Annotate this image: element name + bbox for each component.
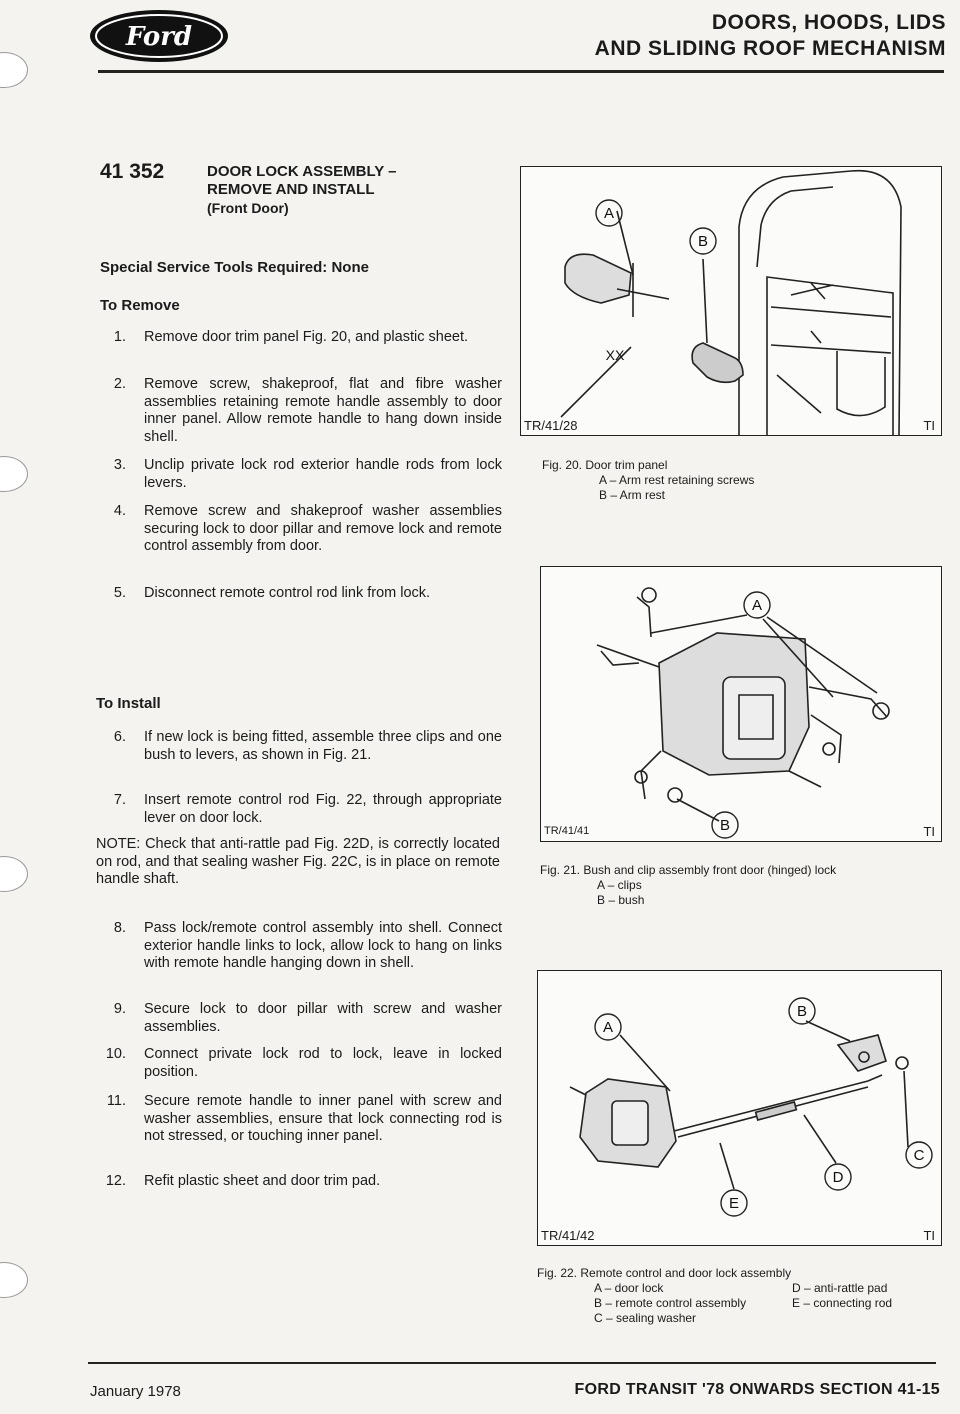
binder-hole: [0, 1262, 28, 1298]
step-text: If new lock is being fitted, assemble three clips and one bush to levers, as shown in Fig. 21.: [144, 729, 502, 763]
install-step: [100, 1093, 502, 1146]
figure-mark: TI: [923, 824, 935, 839]
step-text: Remove screw and shakeproof washer assemblies securing lock to door pillar and remove lock and remote control assembly from door.: [144, 503, 502, 554]
caption-title: Fig. 20. Door trim panel: [542, 458, 668, 472]
figure-22-caption: [537, 1266, 927, 1326]
note-paragraph: NOTE: Check that anti-rattle pad Fig. 22D, is correctly located on rod, and that sealing washer Fig. 22C, is in place on remote handle shaft.: [96, 836, 500, 887]
install-step: [100, 729, 502, 764]
remove-step: [100, 457, 502, 492]
step-number: 5.: [113, 585, 126, 601]
figure-21-caption: [540, 863, 836, 908]
callout-xx: XX: [605, 347, 625, 363]
callout-c: C: [913, 1147, 925, 1164]
step-number: 10.: [105, 1046, 126, 1062]
remove-step: [100, 585, 502, 603]
remove-step: [100, 329, 502, 347]
header-line-2: AND SLIDING ROOF MECHANISM: [594, 37, 946, 60]
to-install-heading: To Install: [96, 695, 161, 712]
svg-text:Ford: Ford: [125, 22, 193, 52]
figure-22-remote-control: [537, 970, 942, 1246]
caption-legend: B – bush: [597, 893, 645, 907]
caption-legend: D – anti-rattle pad: [792, 1281, 888, 1295]
step-number: 1.: [113, 329, 126, 345]
door-trim-illustration: [521, 167, 941, 435]
figure-ref: TR/41/28: [524, 418, 578, 433]
callout-e: E: [728, 1195, 740, 1212]
caption-legend-left: [537, 1281, 784, 1326]
step-text: Remove door trim panel Fig. 20, and plastic sheet.: [144, 329, 468, 345]
step-text: Pass lock/remote control assembly into shell. Connect exterior handle links to lock, allow lock to hang on links with remote handle hanging down in shell.: [144, 920, 502, 971]
step-number: 4.: [113, 503, 126, 519]
ford-logo: [88, 8, 230, 64]
footer-rule: [88, 1362, 936, 1364]
figure-20-caption: [542, 458, 754, 503]
caption-legend: E – connecting rod: [792, 1296, 893, 1310]
caption-legend-right: [784, 1281, 892, 1326]
step-number: 9.: [113, 1001, 126, 1017]
lock-clip-illustration: [541, 567, 941, 841]
install-step: [100, 792, 502, 827]
figure-ref: TR/41/41: [544, 825, 590, 837]
figure-20-door-trim-panel: [520, 166, 942, 436]
caption-legend: A – Arm rest retaining screws: [599, 473, 755, 487]
callout-b: B: [719, 817, 731, 834]
section-title-line-2: REMOVE AND INSTALL: [207, 181, 375, 198]
step-text: Remove screw, shakeproof, flat and fibre washer assemblies retaining remote handle assembly to door inner panel. Allow remote handle to hang down inside shell.: [144, 376, 502, 445]
to-remove-heading: To Remove: [100, 297, 180, 314]
caption-legend: A – clips: [597, 878, 642, 892]
step-text: Secure lock to door pillar with screw and washer assemblies.: [144, 1001, 502, 1035]
section-title-line-3: (Front Door): [207, 200, 289, 216]
caption-legend: A – door lock: [594, 1281, 664, 1295]
step-number: 7.: [113, 792, 126, 808]
install-step: [100, 920, 502, 973]
caption-title: Fig. 21. Bush and clip assembly front door (hinged) lock: [540, 863, 837, 877]
section-title-line-1: DOOR LOCK ASSEMBLY –: [207, 163, 397, 180]
callout-b: B: [796, 1003, 808, 1020]
callout-b: B: [697, 233, 709, 250]
step-text: Refit plastic sheet and door trim pad.: [144, 1173, 381, 1189]
callout-a: A: [603, 205, 615, 222]
callout-a: A: [751, 597, 763, 614]
step-number: 12.: [105, 1173, 126, 1189]
caption-legend-columns: [537, 1281, 927, 1326]
callout-d: D: [832, 1169, 844, 1186]
remove-step: [100, 503, 502, 556]
install-step: [100, 1173, 502, 1191]
page-header-title: [595, 10, 946, 62]
caption-legend: B – Arm rest: [599, 488, 666, 502]
binder-hole: [0, 52, 28, 88]
step-number: 8.: [113, 920, 126, 936]
step-number: 6.: [113, 729, 126, 745]
header-line-1: DOORS, HOODS, LIDS: [711, 11, 946, 34]
binder-hole: [0, 856, 28, 892]
figure-ref: TR/41/42: [541, 1228, 595, 1243]
step-text: Insert remote control rod Fig. 22, through appropriate lever on door lock.: [144, 792, 502, 826]
step-text: Secure remote handle to inner panel with screw and washer assemblies, ensure that lock connecting rod is not stressed, or touching inner panel.: [144, 1093, 502, 1144]
figure-mark: TI: [923, 418, 935, 433]
install-step: [100, 1001, 502, 1036]
footer-publication: FORD TRANSIT '78 ONWARDS SECTION 41-15: [574, 1381, 940, 1398]
step-text: Unclip private lock rod exterior handle rods from lock levers.: [144, 457, 502, 491]
figure-21-bush-clip: [540, 566, 942, 842]
step-text: Disconnect remote control rod link from lock.: [144, 585, 431, 601]
callout-a: A: [602, 1019, 614, 1036]
figure-mark: TI: [923, 1228, 935, 1243]
section-title: [207, 163, 396, 217]
step-text: Connect private lock rod to lock, leave in locked position.: [144, 1046, 502, 1080]
step-number: 3.: [113, 457, 126, 473]
remove-step: [100, 376, 502, 446]
footer-date: January 1978: [90, 1383, 181, 1400]
install-step: [100, 1046, 502, 1081]
caption-legend: B – remote control assembly: [594, 1296, 747, 1310]
header-rule: [98, 70, 944, 73]
step-number: 2.: [113, 376, 126, 392]
binder-hole: [0, 456, 28, 492]
caption-title: Fig. 22. Remote control and door lock assembly: [537, 1266, 792, 1280]
caption-legend: C – sealing washer: [594, 1311, 697, 1325]
special-tools-line: Special Service Tools Required: None: [100, 259, 369, 276]
step-number: 11.: [106, 1093, 126, 1109]
section-number: 41 352: [100, 160, 165, 183]
remote-control-illustration: [538, 971, 941, 1245]
